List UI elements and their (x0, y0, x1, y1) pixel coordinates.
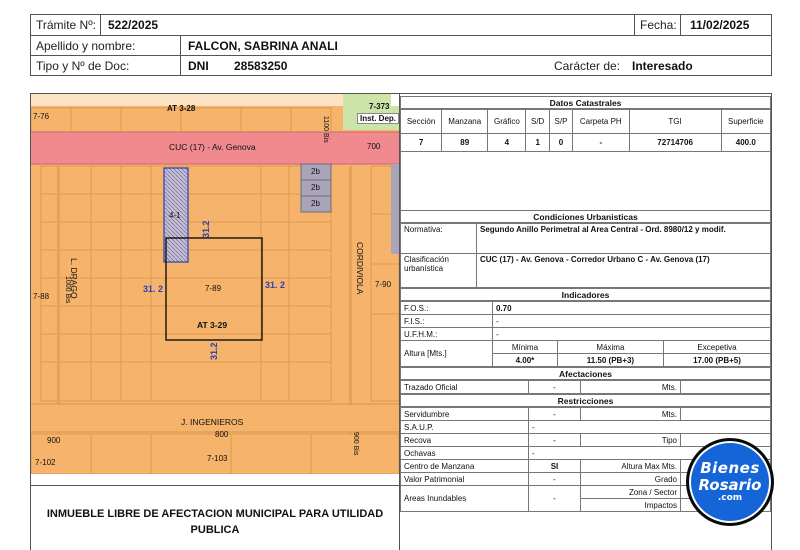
map-2b-1: 2b (311, 167, 320, 176)
saup-row (401, 421, 771, 434)
condiciones-table (400, 223, 771, 288)
catastro-h-3: S/D (526, 110, 550, 134)
map-700: 700 (367, 142, 381, 151)
trazado-label: Trazado Oficial (401, 381, 529, 394)
tipo-doc-number: 28583250 (234, 59, 288, 73)
map-7102: 7-102 (35, 458, 56, 467)
condiciones-title: Condiciones Urbanisticas (400, 210, 771, 223)
clasificacion-label-1: Clasificación (404, 255, 449, 264)
valor-label: Valor Patrimonial (401, 473, 529, 486)
map-776: 7-76 (33, 112, 50, 121)
map-800: 800 (215, 430, 229, 439)
excepetiva-label: Excepetiva (663, 341, 770, 354)
map-788: 7-88 (33, 292, 50, 301)
map-790: 7-90 (375, 280, 392, 289)
header-row-divider-1 (30, 35, 772, 36)
centro-label: Centro de Manzana (401, 460, 529, 473)
map-41: 4-1 (169, 211, 181, 220)
map-at-328: AT 3-28 (167, 104, 196, 113)
map-ingenieros: J. INGENIEROS (181, 417, 244, 427)
catastro-v-6: 72714706 (629, 134, 721, 152)
catastro-value-row (401, 134, 771, 152)
catastro-h-2: Gráfico (488, 110, 526, 134)
areas-value: - (529, 486, 581, 512)
tipo-doc-type: DNI (188, 59, 209, 73)
clasificacion-row (401, 254, 771, 288)
tipo-doc-label: Tipo y Nº de Doc: (36, 59, 130, 73)
ochavas-value: - (529, 447, 771, 460)
map-1100-bis: 1100 Bis (322, 116, 329, 143)
map-900-bis: 900 Bis (352, 432, 359, 456)
altura-label: Altura [Mts.] (401, 341, 493, 367)
servidumbre-value: - (529, 408, 581, 421)
saup-label: S.A.U.P. (401, 421, 529, 434)
impactos-label: Impactos (581, 499, 681, 512)
map-cuc-label: CUC (17) - Av. Genova (169, 142, 256, 152)
valor-value: - (529, 473, 581, 486)
catastro-h-7: Superficie (721, 110, 770, 134)
clasificacion-label-2: urbanística (404, 264, 444, 273)
trazado-value: - (529, 381, 581, 394)
map-inst-dep: Inst. Dep. (357, 113, 399, 124)
clasificacion-value: CUC (17) - Av. Genova - Corredor Urbano C - Av. Genova (17) (477, 254, 771, 288)
catastro-h-4: S/P (549, 110, 572, 134)
servidumbre-unit: Mts. (581, 408, 681, 421)
header-col-divider-1 (100, 14, 101, 35)
catastro-h-1: Manzana (442, 110, 488, 134)
map-l-drago: L. DRAGO (69, 258, 79, 299)
fos-value: 0.70 (493, 302, 771, 315)
maxima-label: Máxima (557, 341, 663, 354)
trazado-extra (681, 381, 771, 394)
header-row-divider-2 (30, 55, 772, 56)
catastro-v-5: - (573, 134, 630, 152)
fis-row (401, 315, 771, 328)
logo-line-3: .com (717, 493, 743, 503)
indicadores-table (400, 301, 771, 367)
apellido-value: FALCON, SABRINA ANALI (188, 39, 338, 53)
map-at-329: AT 3-29 (197, 320, 228, 330)
saup-value: - (529, 421, 771, 434)
catastro-h-5: Carpeta PH (573, 110, 630, 134)
map-area (31, 94, 399, 474)
fis-label: F.I.S.: (401, 315, 493, 328)
trazado-unit: Mts. (581, 381, 681, 394)
footer-note: INMUEBLE LIBRE DE AFECTACION MUNICIPAL PARA UTILIDAD PUBLICA (46, 508, 384, 536)
catastro-spacer (400, 152, 771, 210)
ochavas-label: Ochavas (401, 447, 529, 460)
fis-value: - (493, 315, 771, 328)
tramite-label: Trámite Nº: (36, 18, 96, 32)
minima-value: 4.00* (493, 354, 558, 367)
fecha-value: 11/02/2025 (690, 18, 750, 32)
catastro-v-0: 7 (401, 134, 442, 152)
clasificacion-label (401, 254, 477, 288)
maxima-value: 11.50 (PB+3) (557, 354, 663, 367)
servidumbre-label: Servidumbre (401, 408, 529, 421)
map-312-bottom: 31.2 (209, 342, 219, 360)
altura-header-row (401, 341, 771, 354)
map-900: 900 (47, 436, 61, 445)
map-7373: 7-373 (369, 102, 390, 111)
catastro-table (400, 109, 771, 152)
bienes-rosario-logo (686, 438, 774, 526)
excepetiva-value: 17.00 (PB+5) (663, 354, 770, 367)
minima-label: Mínima (493, 341, 558, 354)
fecha-label: Fecha: (640, 18, 677, 32)
ufhm-row (401, 328, 771, 341)
trazado-row (401, 381, 771, 394)
recova-tipo: Tipo (581, 434, 681, 447)
map-312-right: 31. 2 (265, 280, 286, 290)
caracter-value: Interesado (632, 59, 693, 73)
restricciones-title: Restricciones (400, 394, 771, 407)
ufhm-value: - (493, 328, 771, 341)
header-col-divider-3 (680, 14, 681, 35)
map-312-left: 31. 2 (143, 284, 164, 294)
logo-line-2: Rosario (698, 476, 762, 494)
catastro-v-4: 0 (549, 134, 572, 152)
catastro-header-row (401, 110, 771, 134)
normativa-value: Segundo Anillo Perimetral al Area Central - Ord. 8980/12 y modif. (477, 224, 771, 254)
ufhm-label: U.F.H.M.: (401, 328, 493, 341)
map-footer-divider (30, 485, 400, 486)
tramite-value: 522/2025 (108, 18, 159, 32)
header-col-divider-4 (180, 35, 181, 76)
map-312-top: 31.2 (201, 220, 211, 238)
normativa-row (401, 224, 771, 254)
recova-label: Recova (401, 434, 529, 447)
catastro-v-2: 4 (488, 134, 526, 152)
map-7103: 7-103 (207, 454, 228, 463)
map-2b-2: 2b (311, 183, 320, 192)
catastro-v-7: 400.0 (721, 134, 770, 152)
catastro-h-6: TGI (629, 110, 721, 134)
grado-label: Grado (581, 473, 681, 486)
recova-value: - (529, 434, 581, 447)
servidumbre-extra (681, 408, 771, 421)
areas-label: Areas Inundables (401, 486, 529, 512)
catastro-v-3: 1 (526, 134, 550, 152)
normativa-label: Normativa: (401, 224, 477, 254)
map-2b-3: 2b (311, 199, 320, 208)
centro-value: SI (529, 460, 581, 473)
caracter-label: Carácter de: (554, 59, 621, 73)
afectaciones-title: Afectaciones (400, 367, 771, 380)
fos-row (401, 302, 771, 315)
afectaciones-table (400, 380, 771, 394)
map-789: 7-89 (205, 284, 222, 293)
indicadores-title: Indicadores (400, 288, 771, 301)
catastro-h-0: Sección (401, 110, 442, 134)
logo-line-1: Bienes (700, 459, 760, 477)
map-cordiviola: CORDIVIOLA (355, 242, 365, 295)
altura-max-label: Altura Max Mts. (581, 460, 681, 473)
zona-label: Zona / Sector (581, 486, 681, 499)
fos-label: F.O.S.: (401, 302, 493, 315)
catastro-v-1: 89 (442, 134, 488, 152)
apellido-label: Apellido y nombre: (36, 39, 136, 53)
servidumbre-row (401, 408, 771, 421)
header-col-divider-2 (634, 14, 635, 35)
catastro-title: Datos Catastrales (400, 96, 771, 109)
map-1000-bis: 1000 Bis (64, 276, 71, 304)
